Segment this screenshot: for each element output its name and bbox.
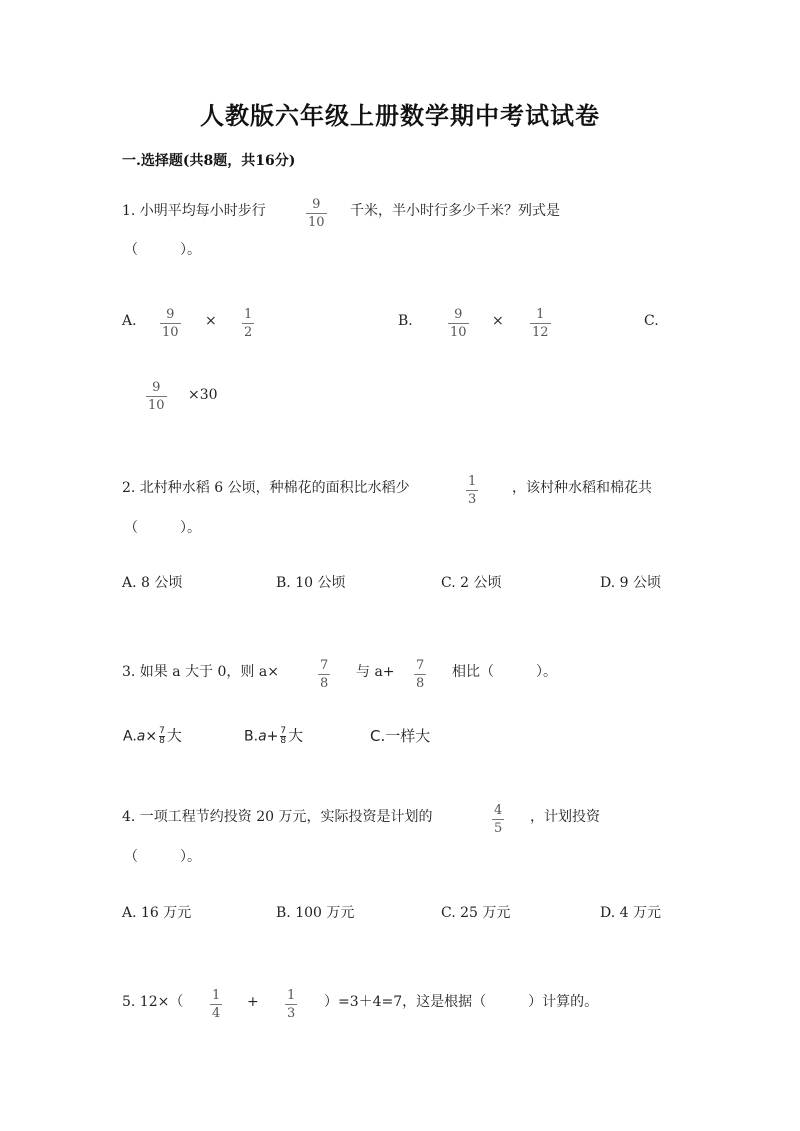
q5-fraction-1 bbox=[210, 989, 222, 1020]
q1-option-a-frac2 bbox=[242, 308, 254, 339]
option-op: × bbox=[145, 728, 158, 745]
frac-num: 1 bbox=[212, 988, 221, 1003]
q3-option-a bbox=[123, 727, 182, 746]
frac-den: 10 bbox=[148, 398, 165, 413]
option-var: a bbox=[136, 728, 146, 745]
q2-option-b: B. 10 公顷 bbox=[276, 575, 346, 591]
q3-text-b: 与 a+ bbox=[356, 664, 395, 680]
q4-text-before: 4. 一项工程节约投资 20 万元，实际投资是计划的 bbox=[122, 809, 433, 825]
frac-num: 7 bbox=[320, 658, 329, 673]
frac-den: 8 bbox=[280, 736, 287, 746]
q3-text-a: 3. 如果 a 大于 0，则 a× bbox=[122, 664, 279, 680]
q2-option-a: A. 8 公顷 bbox=[122, 575, 183, 591]
frac-den: 2 bbox=[244, 325, 253, 340]
frac-den: 8 bbox=[159, 736, 165, 746]
section-heading: 一.选择题(共8题，共16分) bbox=[122, 153, 296, 169]
q3-text-c: 相比（ ）。 bbox=[452, 664, 557, 680]
frac-num: 9 bbox=[166, 307, 175, 322]
q4-option-c: C. 25 万元 bbox=[441, 905, 511, 921]
q3-fraction-2 bbox=[414, 659, 426, 690]
frac-den: 3 bbox=[287, 1006, 296, 1021]
option-label: B. bbox=[244, 728, 259, 745]
option-frac bbox=[280, 727, 286, 746]
q4-text-after: ，计划投资 bbox=[530, 809, 600, 825]
q3-option-c: C.一样大 bbox=[370, 727, 431, 745]
frac-den: 12 bbox=[532, 325, 549, 340]
q1-blank: （ ）。 bbox=[124, 242, 201, 258]
q2-option-d: D. 9 公顷 bbox=[600, 575, 661, 591]
q1-option-a-op: × bbox=[205, 313, 217, 329]
frac-num: 7 bbox=[159, 726, 165, 736]
q4-option-d: D. 4 万元 bbox=[600, 905, 661, 921]
q4-option-b: B. 100 万元 bbox=[276, 905, 355, 921]
q1-option-b-label: B. bbox=[398, 313, 413, 329]
option-op: + bbox=[266, 728, 279, 745]
q1-option-c-tail: ×30 bbox=[188, 387, 218, 403]
q3-option-b bbox=[244, 727, 303, 746]
option-frac bbox=[159, 727, 165, 746]
frac-den: 10 bbox=[450, 325, 467, 340]
frac-num: 1 bbox=[244, 307, 253, 322]
q1-option-b-op: × bbox=[492, 313, 504, 329]
frac-num: 4 bbox=[494, 803, 503, 818]
q4-blank: （ ）。 bbox=[124, 849, 201, 865]
frac-den: 10 bbox=[162, 325, 179, 340]
q5-text-b: ）=3＋4=7，这是根据（ ）计算的。 bbox=[324, 994, 599, 1010]
option-tail: 大 bbox=[288, 726, 304, 745]
q5-fraction-2 bbox=[285, 989, 297, 1020]
frac-num: 1 bbox=[536, 307, 545, 322]
q2-fraction bbox=[466, 475, 478, 506]
q1-option-a-frac1 bbox=[160, 308, 181, 339]
q2-text-before: 2. 北村种水稻 6 公顷，种棉花的面积比水稻少 bbox=[122, 480, 410, 496]
page-title: 人教版六年级上册数学期中考试试卷 bbox=[200, 101, 600, 130]
q1-option-b-frac1 bbox=[448, 308, 469, 339]
q5-op: + bbox=[247, 994, 259, 1010]
q1-fraction bbox=[306, 198, 327, 229]
q1-option-c-label: C. bbox=[644, 313, 659, 329]
frac-num: 9 bbox=[152, 380, 161, 395]
q4-option-a: A. 16 万元 bbox=[122, 905, 192, 921]
q1-option-a-label: A. bbox=[122, 313, 137, 329]
option-var: a bbox=[258, 728, 267, 745]
q2-option-c: C. 2 公顷 bbox=[441, 575, 502, 591]
q1-option-c-frac bbox=[146, 381, 167, 412]
option-label: A. bbox=[123, 728, 137, 745]
frac-num: 7 bbox=[416, 658, 425, 673]
q5-text-a: 5. 12×（ bbox=[122, 994, 184, 1010]
q2-text-after: ，该村种水稻和棉花共 bbox=[512, 480, 652, 496]
frac-num: 9 bbox=[454, 307, 463, 322]
frac-num: 7 bbox=[280, 726, 287, 736]
frac-den: 5 bbox=[494, 821, 503, 836]
frac-den: 4 bbox=[212, 1006, 221, 1021]
frac-den: 8 bbox=[320, 676, 329, 691]
q1-option-b-frac2 bbox=[530, 308, 551, 339]
q4-fraction bbox=[492, 804, 504, 835]
frac-den: 3 bbox=[468, 492, 477, 507]
q2-blank: （ ）。 bbox=[124, 520, 201, 536]
option-tail: 大 bbox=[166, 726, 182, 745]
frac-num: 1 bbox=[468, 474, 477, 489]
frac-den: 8 bbox=[416, 676, 425, 691]
frac-num: 1 bbox=[287, 988, 296, 1003]
q1-text-after: 千米，半小时行多少千米？列式是 bbox=[350, 203, 560, 219]
q1-frac-num: 9 bbox=[312, 197, 321, 212]
q1-frac-den: 10 bbox=[308, 215, 325, 230]
q1-text-before: 1. 小明平均每小时步行 bbox=[122, 203, 266, 219]
q3-fraction-1 bbox=[318, 659, 330, 690]
